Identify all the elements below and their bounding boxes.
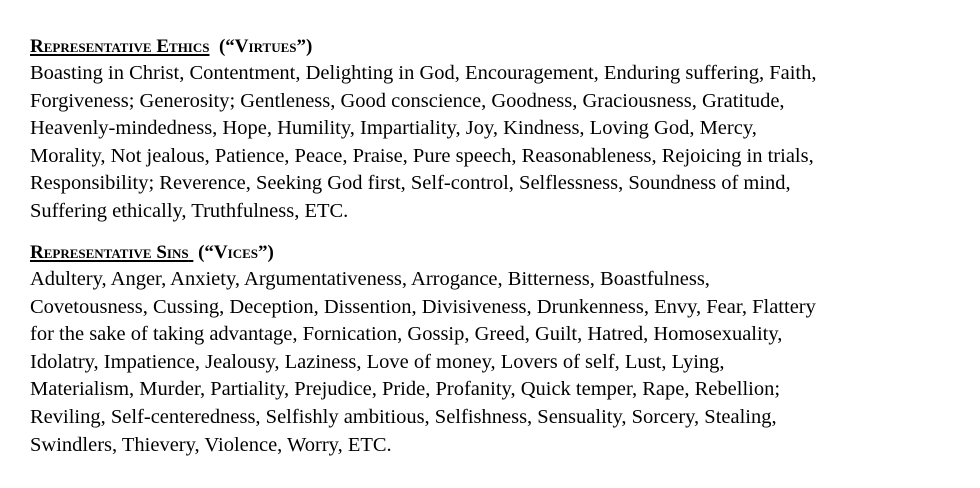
virtues-heading-label: Representative Ethics [30, 36, 210, 57]
sins-line: Adultery, Anger, Anxiety, Argumentativeness, Arrogance, Bitterness, Boastfulness, [30, 268, 710, 290]
sins-line: for the sake of taking advantage, Fornication, Gossip, Greed, Guilt, Hatred, Homosexuality, [30, 323, 783, 346]
virtues-line: Suffering ethically, Truthfulness, ETC. [30, 199, 349, 222]
virtues-heading-suffix: (“Virtues”) [218, 36, 313, 57]
virtues-line: Boasting in Christ, Contentment, Delighting in God, Encouragement, Enduring suffering, Faith, [30, 62, 817, 84]
sins-heading-label: Representative Sins [30, 242, 189, 263]
sins-line: Swindlers, Thievery, Violence, Worry, ETC. [30, 433, 392, 456]
sins-heading [30, 240, 975, 266]
virtues-line: Forgiveness; Generosity; Gentleness, Good conscience, Goodness, Graciousness, Gratitude, [30, 89, 785, 112]
virtues-heading [30, 34, 975, 60]
sins-section [30, 240, 975, 459]
virtues-section [30, 34, 975, 226]
virtues-line: Morality, Not jealous, Patience, Peace, Praise, Pure speech, Reasonableness, Rejoicing in trials, [30, 144, 814, 167]
virtues-line: Heavenly-mindedness, Hope, Humility, Impartiality, Joy, Kindness, Loving God, Mercy, [30, 117, 757, 140]
virtues-line: Responsibility; Reverence, Seeking God first, Self-control, Selflessness, Soundness of mind, [30, 172, 791, 195]
sins-line: Reviling, Self-centeredness, Selfishly ambitious, Selfishness, Sensuality, Sorcery, Stealing, [30, 405, 777, 428]
sins-line: Covetousness, Cussing, Deception, Dissention, Divisiveness, Drunkenness, Envy, Fear, Flattery [30, 295, 816, 318]
sins-line: Materialism, Murder, Partiality, Prejudice, Pride, Profanity, Quick temper, Rape, Rebellion; [30, 378, 781, 401]
sins-line: Idolatry, Impatience, Jealousy, Laziness, Love of money, Lovers of self, Lust, Lying, [30, 350, 725, 373]
sins-heading-suffix: (“Vices”) [198, 242, 274, 263]
